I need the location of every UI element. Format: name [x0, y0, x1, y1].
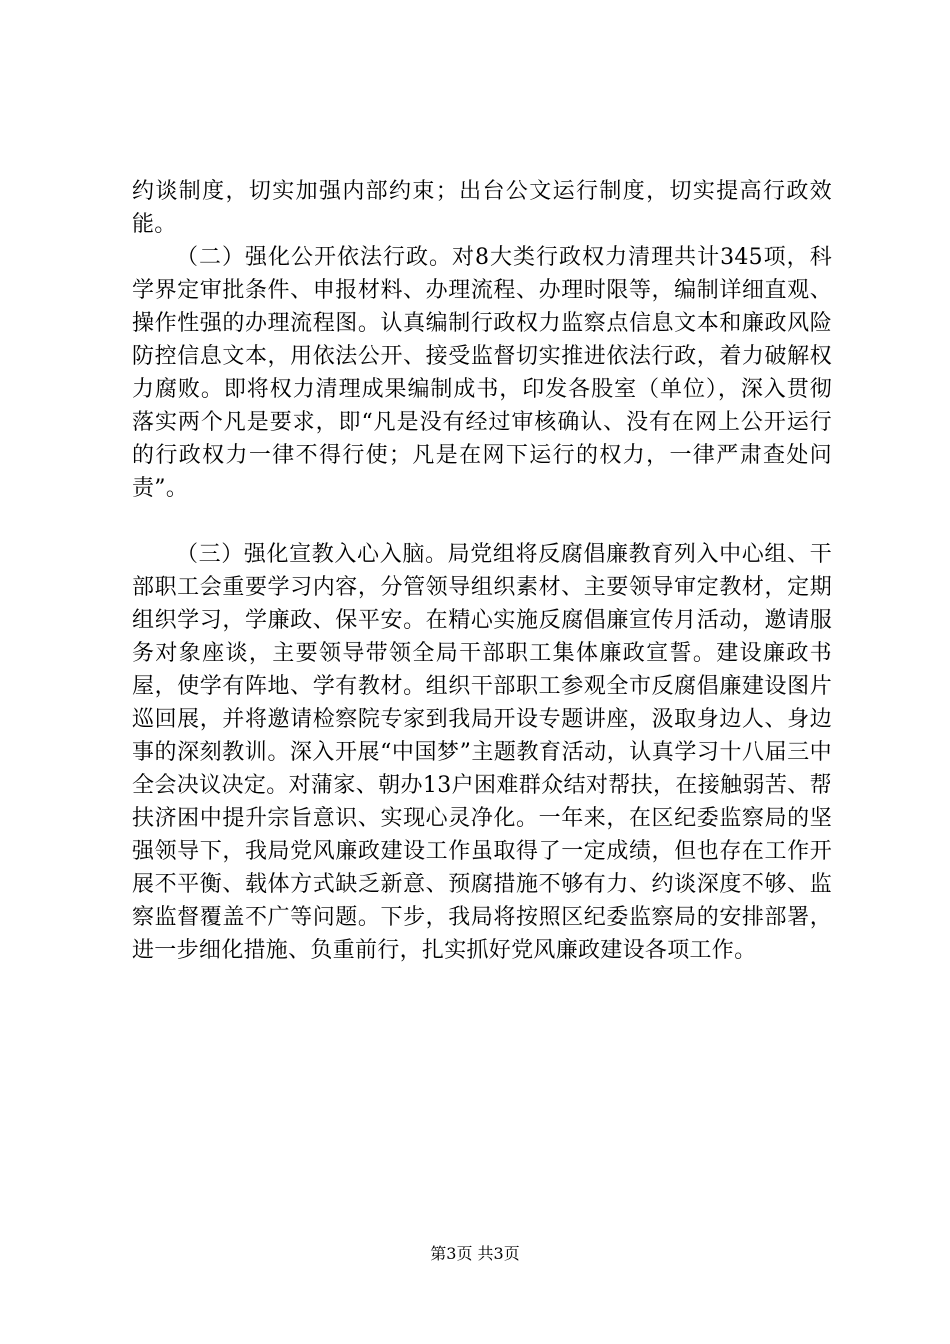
- paragraph-section-2: （二）强化公开依法行政。对8大类行政权力清理共计345项，科学界定审批条件、申报材料、办理流程、办理时限等，编制详细直观、操作性强的办理流程图。认真编制行政权力监察点信息文本和廉政风险防控信息文本，用依法公开、接受监督切实推进依法行政，着力破解权力腐败。即将权力清理成果编制成书，印发各股室（单位），深入贯彻落实两个凡是要求，即“凡是没有经过审核确认、没有在网上公开运行的行政权力一律不得行使；凡是在网下运行的权力，一律严肃查处问责”。: [132, 245, 832, 501]
- paragraph-continuation: 约谈制度，切实加强内部约束；出台公文运行制度，切实提高行政效能。: [132, 179, 832, 237]
- page-footer: [0, 1244, 950, 1264]
- paragraph-section-3: （三）强化宣教入心入脑。局党组将反腐倡廉教育列入中心组、干部职工会重要学习内容，分管领导组织素材、主要领导审定教材，定期组织学习，学廉政、保平安。在精心实施反腐倡廉宣传月活动，邀请服务对象座谈，主要领导带领全局干部职工集体廉政宣誓。建设廉政书屋，使学有阵地、学有教材。组织干部职工参观全市反腐倡廉建设图片巡回展，并将邀请检察院专家到我局开设专题讲座，汲取身边人、身边事的深刻教训。深入开展“中国梦”主题教育活动，认真学习十八届三中全会决议决定。对蒲家、朝办13户困难群众结对帮扶，在接触弱苦、帮扶济困中提升宗旨意识、实现心灵净化。一年来，在区纪委监察局的坚强领导下，我局党风廉政建设工作虽取得了一定成绩，但也存在工作开展不平衡、载体方式缺乏新意、预腐措施不够有力、约谈深度不够、监察监督覆盖不广等问题。下步，我局将按照区纪委监察局的安排部署，进一步细化措施、负重前行，扎实抓好党风廉政建设各项工作。: [132, 542, 832, 963]
- document-body: [132, 175, 832, 967]
- page-number-label: 第3页 共3页: [430, 1244, 520, 1263]
